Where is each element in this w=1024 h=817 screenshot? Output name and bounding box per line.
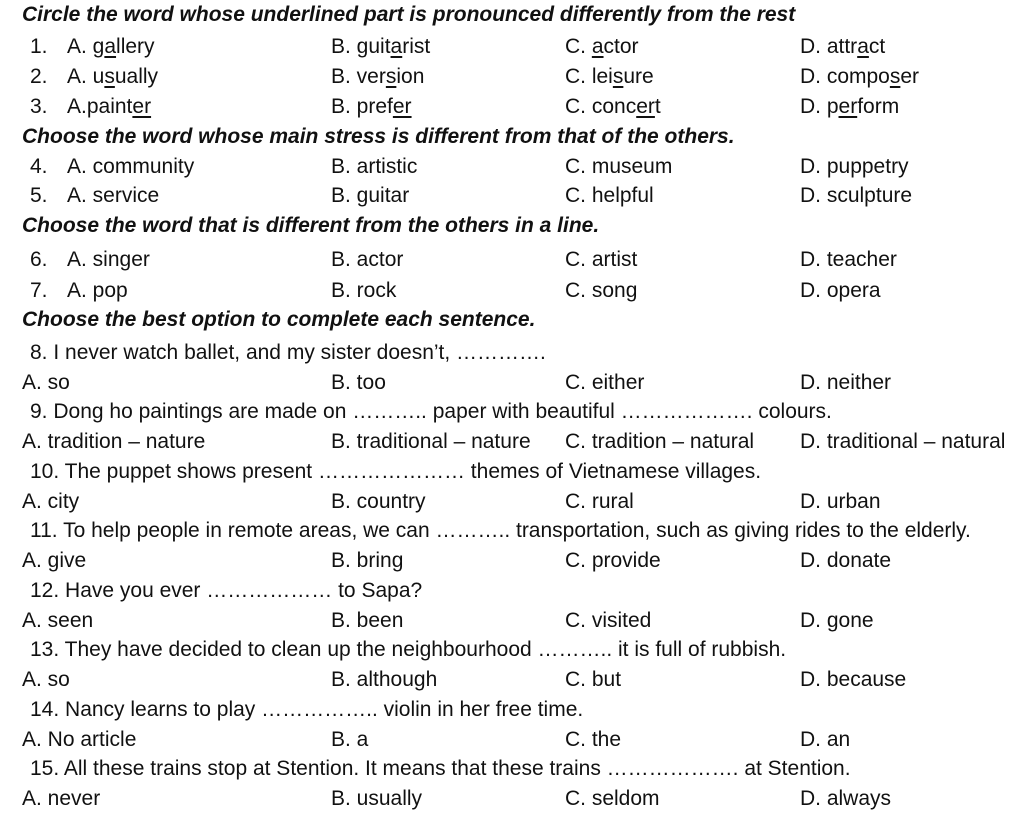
option-a[interactable]: A. so [22,668,70,691]
option-a[interactable]: A. singer [67,248,150,271]
option-c[interactable]: C. museum [565,155,673,178]
question-row [0,32,1024,62]
question-stem [0,754,1024,784]
option-c[interactable]: C. concert [565,95,661,118]
option-b[interactable]: B. artistic [331,155,418,178]
option-a[interactable]: A. No article [22,728,137,751]
option-d[interactable]: D. always [800,787,892,810]
option-a[interactable]: A. community [67,155,195,178]
options-row [0,546,1024,576]
option-a[interactable]: A. seen [22,609,94,632]
option-a[interactable]: A. give [22,549,87,572]
question-text: 11. To help people in remote areas, we can ……….. transportation, such as giving rides to the elderly. [30,519,971,542]
question-text: 10. The puppet shows present ………………… themes of Vietnamese villages. [30,460,762,483]
option-a[interactable]: A. so [22,371,70,394]
options-row [0,606,1024,636]
options-row [0,368,1024,398]
question-row [0,181,1024,211]
option-a[interactable]: A. service [67,184,160,207]
option-b[interactable]: B. actor [331,248,404,271]
section-1-heading: Circle the word whose underlined part is pronounced differently from the rest [22,3,796,26]
question-text: 15. All these trains stop at Stention. It means that these trains ………………. at Stention. [30,757,851,780]
option-c[interactable]: C. seldom [565,787,660,810]
question-number: 6. [30,248,48,271]
section-heading [0,122,1024,152]
question-stem [0,397,1024,427]
option-c[interactable]: C. tradition – natural [565,430,755,453]
option-d[interactable]: D. puppetry [800,155,909,178]
option-b[interactable]: B. version [331,65,425,88]
option-d[interactable]: D. opera [800,279,881,302]
option-c[interactable]: C. leisure [565,65,654,88]
option-c[interactable]: C. but [565,668,622,691]
question-text: 12. Have you ever ……………… to Sapa? [30,579,423,602]
question-row [0,152,1024,182]
section-heading [0,0,1024,30]
question-text: 13. They have decided to clean up the neighbourhood ……….. it is full of rubbish. [30,638,787,661]
option-b[interactable]: B. too [331,371,386,394]
option-c[interactable]: C. helpful [565,184,654,207]
question-stem [0,338,1024,368]
section-2-heading: Choose the word whose main stress is different from that of the others. [22,125,735,148]
option-b[interactable]: B. rock [331,279,397,302]
option-d[interactable]: D. neither [800,371,892,394]
option-b[interactable]: B. country [331,490,426,513]
option-b[interactable]: B. bring [331,549,404,572]
question-text: 8. I never watch ballet, and my sister doesn’t, …………. [30,341,546,364]
option-a[interactable]: A. never [22,787,101,810]
option-a[interactable]: A. city [22,490,80,513]
question-number: 5. [30,184,48,207]
option-c[interactable]: C. song [565,279,638,302]
section-3-heading: Choose the word that is different from the others in a line. [22,214,600,237]
option-c[interactable]: C. visited [565,609,652,632]
option-b[interactable]: B. guitar [331,184,410,207]
options-row [0,665,1024,695]
question-number: 4. [30,155,48,178]
option-c[interactable]: C. either [565,371,645,394]
option-d[interactable]: D. because [800,668,907,691]
option-b[interactable]: B. guitarist [331,35,431,58]
option-b[interactable]: B. a [331,728,369,751]
question-stem [0,457,1024,487]
option-b[interactable]: B. usually [331,787,423,810]
options-row [0,725,1024,755]
option-d[interactable]: D. urban [800,490,881,513]
option-d[interactable]: D. perform [800,95,900,118]
section-4-heading: Choose the best option to complete each sentence. [22,308,536,331]
option-d[interactable]: D. attract [800,35,886,58]
option-d[interactable]: D. sculpture [800,184,913,207]
option-c[interactable]: C. rural [565,490,634,513]
option-a[interactable]: A. usually [67,65,159,88]
options-row [0,487,1024,517]
question-number: 2. [30,65,48,88]
question-stem [0,635,1024,665]
option-a[interactable]: A.painter [67,95,152,118]
option-d[interactable]: D. donate [800,549,892,572]
question-stem [0,516,1024,546]
option-c[interactable]: C. provide [565,549,661,572]
question-stem [0,695,1024,725]
options-row [0,427,1024,457]
option-b[interactable]: B. prefer [331,95,412,118]
option-d[interactable]: D. gone [800,609,874,632]
question-row [0,276,1024,306]
option-a[interactable]: A. gallery [67,35,155,58]
question-text: 9. Dong ho paintings are made on ……….. paper with beautiful ………………. colours. [30,400,832,423]
option-c[interactable]: C. artist [565,248,638,271]
option-c[interactable]: C. the [565,728,622,751]
option-a[interactable]: A. tradition – nature [22,430,206,453]
section-heading [0,305,1024,335]
question-row [0,62,1024,92]
option-b[interactable]: B. traditional – nature [331,430,531,453]
question-number: 7. [30,279,48,302]
option-b[interactable]: B. although [331,668,438,691]
option-a[interactable]: A. pop [67,279,128,302]
option-d[interactable]: D. traditional – natural [800,430,1006,453]
question-number: 1. [30,35,48,58]
question-row [0,245,1024,275]
question-row [0,92,1024,122]
options-row [0,784,1024,814]
question-number: 3. [30,95,48,118]
option-d[interactable]: D. an [800,728,851,751]
question-stem [0,576,1024,606]
option-d[interactable]: D. composer [800,65,920,88]
option-c[interactable]: C. actor [565,35,639,58]
question-text: 14. Nancy learns to play …………….. violin in her free time. [30,698,584,721]
section-heading [0,211,1024,241]
option-d[interactable]: D. teacher [800,248,897,271]
option-b[interactable]: B. been [331,609,404,632]
